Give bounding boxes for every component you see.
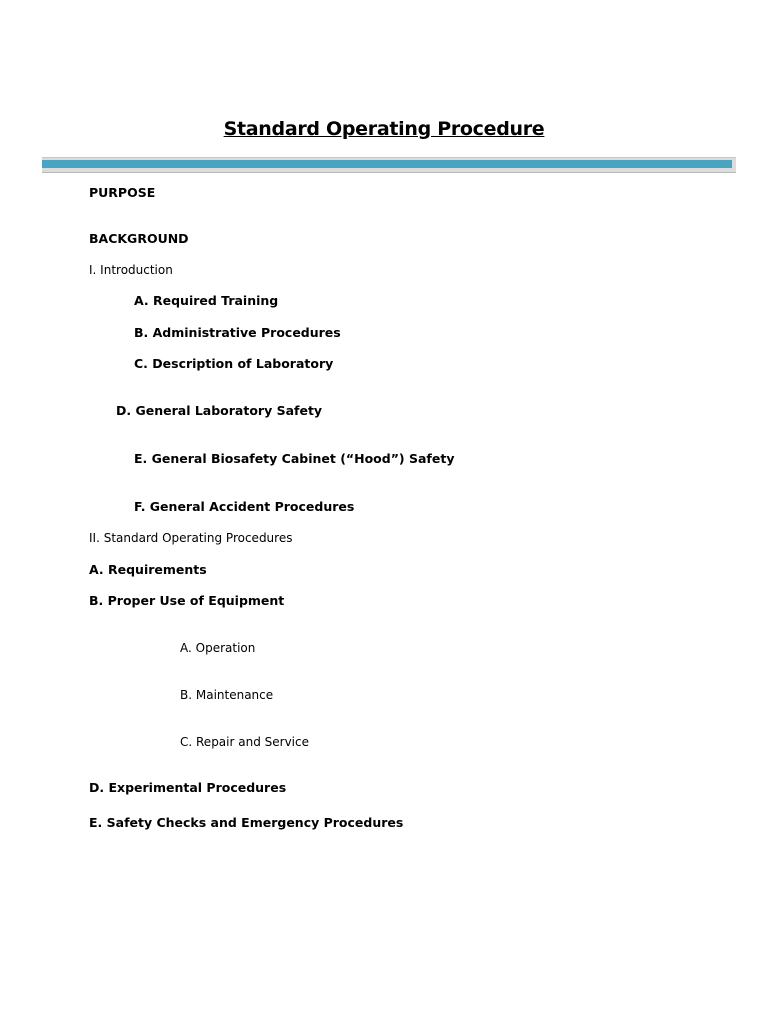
document-title: Standard Operating Procedure (223, 118, 545, 140)
sop-item-proper-use-of-equipment: B. Proper Use of Equipment (89, 593, 285, 608)
sop-item-experimental-procedures: D. Experimental Procedures (89, 780, 287, 795)
intro-item-general-laboratory-safety: D. General Laboratory Safety (116, 403, 323, 418)
section-standard-operating-procedures: II. Standard Operating Procedures (89, 531, 293, 545)
equipment-item-repair-and-service: C. Repair and Service (180, 735, 309, 749)
heading-background: BACKGROUND (89, 231, 189, 246)
sop-item-requirements: A. Requirements (89, 562, 207, 577)
intro-item-administrative-procedures: B. Administrative Procedures (134, 325, 341, 340)
equipment-item-maintenance: B. Maintenance (180, 688, 274, 702)
intro-item-biosafety-cabinet-safety: E. General Biosafety Cabinet (“Hood”) Safety (134, 451, 455, 466)
intro-item-required-training: A. Required Training (134, 293, 279, 308)
header-divider (42, 157, 736, 173)
heading-purpose: PURPOSE (89, 185, 156, 200)
intro-item-description-of-laboratory: C. Description of Laboratory (134, 356, 334, 371)
header-divider-accent (42, 160, 732, 168)
intro-item-general-accident-procedures: F. General Accident Procedures (134, 499, 355, 514)
sop-item-safety-checks-emergency: E. Safety Checks and Emergency Procedures (89, 815, 404, 830)
section-introduction: I. Introduction (89, 263, 173, 277)
equipment-item-operation: A. Operation (180, 641, 256, 655)
